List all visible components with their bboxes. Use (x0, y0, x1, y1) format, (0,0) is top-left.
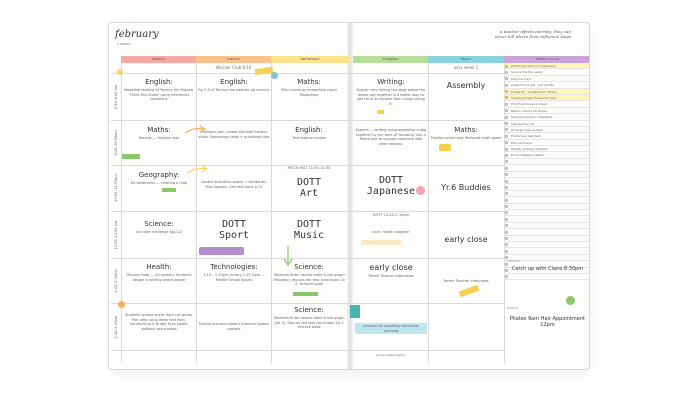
lesson-note: Students finish results table & bar graph (wk 3), discuss fair test conclusion Ch 2 Science book (273, 316, 345, 329)
lesson-note: prepare for assembly tomorrow morning (355, 323, 427, 334)
todo-item[interactable]: Prep ice trays (504, 76, 590, 82)
time-slot-label: 10:55–11:55am (114, 174, 118, 202)
todo-item[interactable]: Display writing checklist (504, 146, 590, 152)
friday-top-note: assy week 1 (453, 65, 479, 70)
lesson-title: DOTT Art (296, 176, 322, 199)
lesson-note: Students spread shells from cut words. Pair with using ideas text Reel, handwriting & Bright Ezza poster optional extra-notes (124, 313, 194, 331)
grid-h (111, 120, 504, 121)
circle-sticker (117, 69, 123, 75)
lesson-note: Students finish results table & bar graph (Monday); discuss fair test conclusion Ch 2, Science book (273, 273, 345, 286)
cell-tue-r5[interactable] (198, 320, 270, 331)
lesson-note: Modelled reading of Tommy the Pastrier 'Think-Pair-Share' using inferences questions (124, 88, 194, 101)
lesson-note: Explore — writing using appealing a dog together by our tone of 'knowing' into a friend and to support someone with clear reasons. (355, 128, 427, 146)
cell-tue-r1[interactable] (198, 128, 270, 139)
lesson-note: PATCH MGT 11:00–11:50 (287, 166, 331, 170)
todo-item[interactable]: Source fraction walls (504, 69, 590, 75)
lesson-title: Science: (294, 306, 324, 314)
lesson-note: cont. health program (372, 229, 410, 234)
lesson-title: early close (369, 263, 413, 272)
cell-tue-r3[interactable] (198, 219, 270, 241)
lesson-note: Locate Australian states + territories. Map Jigsaws. Geo skill book p.11 (201, 180, 267, 189)
cell-fri-r1[interactable] (430, 126, 502, 141)
cell-mon-r4[interactable] (123, 263, 195, 282)
lesson-note: Explain why letting the dogs spend the whole day together is a better way to get rid of an answer than using Loving it. (356, 88, 426, 106)
grid-h (111, 303, 504, 304)
cell-tue-r2[interactable] (198, 178, 270, 189)
circle-sticker (416, 186, 425, 195)
label-tab (350, 305, 360, 318)
lesson-note: Discuss Food — A3 posters. Students design a healthy-snack poster (126, 273, 192, 282)
day-header-friday: FRIDAY (428, 56, 504, 63)
highlight-strip (199, 247, 244, 255)
cell-thu-r5[interactable] (355, 321, 427, 334)
teacher-quote: a teacher affects eternity; they can never tell where their influence stops (494, 29, 571, 39)
todo-item[interactable]: Create Google Classroom task (504, 95, 590, 101)
note-text: Catch up with Claire 8:30pm (511, 266, 584, 272)
green-flag-sticker (162, 188, 176, 192)
lesson-title: Science: (294, 263, 324, 271)
lesson-note: Fractions pair, create soft-wall fraction strips. Reasoning cards + published tiles (198, 130, 270, 139)
lesson-note: Rounds — fraction wall (138, 136, 180, 140)
cell-thu-r3[interactable] (355, 213, 427, 234)
todo-item[interactable]: Return rubrics (Science) (504, 108, 590, 114)
day-header-monday: MONDAY (121, 56, 196, 63)
grid-v (196, 63, 197, 363)
planner-spread (108, 22, 590, 370)
day-header-tuesday: TUESDAY (196, 56, 271, 63)
lesson-note: Fraction share task Reduced math game (430, 136, 502, 140)
cell-wed-r2[interactable] (273, 166, 345, 199)
circle-sticker (118, 301, 125, 308)
cell-mon-r0[interactable] (123, 78, 195, 102)
cell-fri-r3[interactable] (430, 235, 502, 244)
lesson-note: Parent Teacher Interviews (443, 279, 489, 283)
lesson-note: 1.10 – 1.25pm Library 1.25–2pm — Middle School Sports (203, 273, 265, 282)
day-header-todo: WEEKLY TO-DO (504, 56, 590, 63)
cell-fri-r2[interactable] (430, 183, 502, 192)
green-flag-sticker (122, 154, 140, 159)
grid-h (111, 211, 504, 212)
cell-thu-r0[interactable] (355, 78, 427, 106)
footer-note: social netball game (375, 353, 406, 357)
lesson-title: Yr.6 Buddies (441, 183, 491, 192)
lesson-title: Science: (144, 220, 174, 228)
lesson-title: Technologies: (210, 263, 258, 271)
cell-wed-r5[interactable] (273, 306, 345, 330)
time-slot-label: 11:55–12:45 pm (114, 220, 118, 250)
todo-item[interactable]: Print fractionwork sheet (504, 101, 590, 107)
lesson-title: early close (444, 235, 488, 244)
lesson-note: Parent Teacher Interviews (368, 274, 414, 278)
lesson-title: Assembly (446, 81, 486, 90)
cell-mon-r3[interactable] (123, 220, 195, 235)
note-text: Pilates 9am Hair Appointment 12pm (510, 316, 585, 328)
lesson-title: Maths: (454, 126, 478, 134)
lesson-title: Geography: (138, 171, 180, 179)
todo-item[interactable]: Collect food ads - not old file (504, 82, 590, 88)
note-date-label: TUES 20 (507, 259, 520, 263)
cell-thu-r4[interactable] (355, 263, 427, 279)
highlight-strip (361, 240, 401, 245)
day-header-wednesday: WEDNESDAY (271, 56, 349, 63)
circle-sticker (566, 296, 575, 305)
grid-h (111, 258, 504, 259)
day-header-thursday: THURSDAY (353, 56, 428, 63)
lesson-note: Ice cube challenge (pg.12) (135, 230, 183, 234)
todo-item[interactable]: Empty Fri - Invites from library (504, 89, 590, 95)
lesson-title: DOTT Japanese (366, 175, 416, 197)
grid-v (428, 63, 429, 363)
todo-item[interactable]: Pick art board (504, 140, 590, 146)
grid-h (111, 73, 504, 74)
appointment-note[interactable] (504, 306, 590, 328)
cell-fri-r0[interactable] (430, 81, 502, 90)
lesson-title: Maths: (147, 126, 171, 134)
arrow-icon (184, 125, 206, 135)
month-subtitle: 2 WEEKS (117, 42, 131, 46)
todo-item[interactable]: Send permission note/letter (504, 114, 590, 120)
label-tab (293, 292, 318, 296)
tuesday-top-note: Wonder Club 8:10 (215, 65, 252, 70)
lesson-title: DOTT Sport (218, 219, 250, 241)
lesson-title: English: (295, 126, 323, 134)
arrow-icon (283, 245, 293, 267)
lesson-title: Health: (146, 263, 172, 271)
lesson-title: English: (220, 78, 248, 86)
grid-v (121, 63, 122, 363)
lesson-title: DOTT Music (293, 219, 325, 241)
lesson-note: Format previous week's informal spoken posters (198, 322, 270, 331)
todo-item[interactable]: Photocopy opinion organisers (504, 63, 590, 69)
month-title: february (115, 29, 159, 40)
time-slot-label: 1:45–2:30pm (114, 269, 118, 293)
cell-tue-r0[interactable] (198, 78, 270, 93)
todo-item[interactable]: Photocopy task test (504, 133, 590, 139)
lesson-note: Kit landmarks — creating a map (130, 181, 188, 185)
time-slot-label: 9:45–10:55am (114, 130, 118, 156)
circle-sticker (271, 72, 278, 79)
todo-item[interactable] (504, 274, 590, 280)
time-slot-label: 8:55–9:45 am (114, 84, 118, 110)
cell-tue-r4[interactable] (198, 263, 270, 282)
cell-mon-r2[interactable] (123, 171, 195, 186)
lesson-note: Pg 3–5 of Tommy the pastrier pb recount (198, 88, 270, 92)
arrow-icon (186, 165, 208, 175)
cell-thu-r2[interactable] (355, 175, 427, 197)
yellow-marker (439, 144, 451, 151)
cell-thu-r1[interactable] (355, 126, 427, 146)
appointment-note[interactable] (504, 259, 590, 272)
cell-mon-r5[interactable] (123, 311, 195, 331)
lesson-note: Skip counting review/skip count Mopachips (281, 88, 337, 97)
todo-item[interactable]: Print multiplier station (504, 152, 590, 158)
cell-wed-r3[interactable] (273, 219, 345, 241)
yellow-marker (459, 285, 480, 297)
lesson-top-note: DOTT 12:45–1:15pm (372, 213, 410, 217)
yellow-marker (377, 110, 384, 114)
grid-v (271, 63, 272, 363)
lesson-title: Writing: (377, 78, 405, 86)
todo-item[interactable]: Arrange map puzzles (504, 127, 590, 133)
note-date-label: SUN 22 (507, 306, 519, 310)
cell-wed-r0[interactable] (273, 78, 345, 97)
weekly-todo-list (504, 63, 590, 280)
cell-fri-r4[interactable] (430, 277, 502, 284)
time-slot-label: 2:30–3:15pm (114, 315, 118, 339)
todo-item[interactable]: Sub teacher kit (504, 121, 590, 127)
cell-wed-r1[interactable] (273, 126, 345, 141)
lesson-note: Text feature review (292, 136, 326, 140)
grid-h (111, 350, 504, 351)
lesson-title: Maths: (297, 78, 321, 86)
lesson-title: English: (145, 78, 173, 86)
